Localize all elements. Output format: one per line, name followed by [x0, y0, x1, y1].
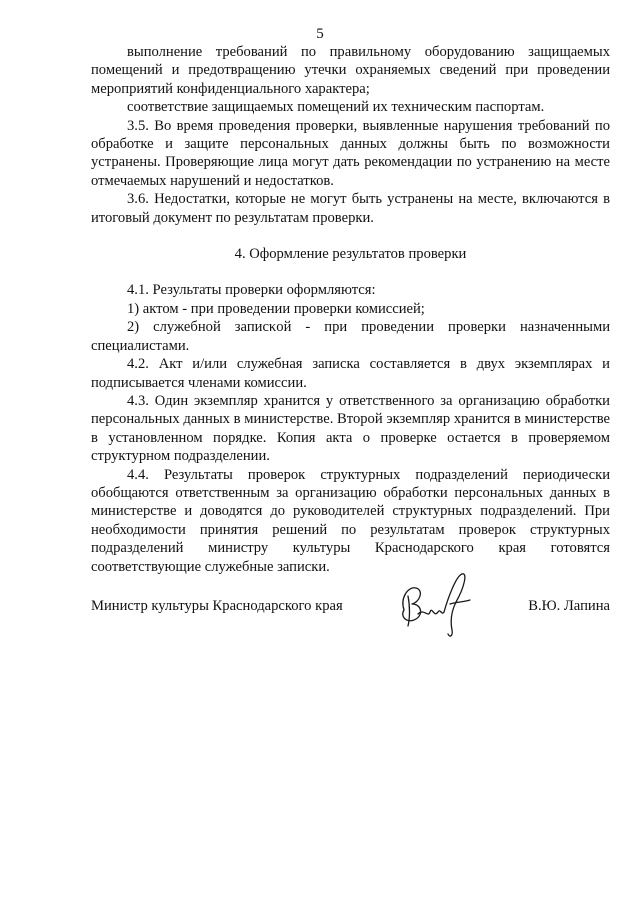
section-heading: 4. Оформление результатов проверки [234, 246, 467, 263]
paragraph: соответствие защищаемых помещений их техническим паспортам. [127, 99, 545, 116]
list-item: 1) актом - при проведении проверки комиссией; [127, 300, 425, 317]
handwritten-signature [394, 568, 476, 640]
list-item: 2) служебной записκой - при проведении проверки назначенными специалистами. [91, 319, 610, 354]
paragraph: 3.6. Недостатки, которые не могут быть устранены на месте, включаются в итоговый документ по результатам проверки. [91, 191, 610, 226]
paragraph: 3.5. Во время проведения проверки, выявленные нарушения требований по обработке и защите персональных данных должны быть по возможности устранены. Проверяющие лица могут дать рекомендации по устранению на месте отмечаемых нарушений и недостатков. [91, 117, 610, 189]
page-number: 5 [316, 26, 324, 42]
paragraph: выполнение требований по правильному оборудованию защищаемых помещений и предотвращению утечки охраняемых сведений при проведении мероприятий конфиденциального характера; [91, 44, 610, 97]
paragraph: 4.3. Один экземпляр хранится у ответственного за организацию обработки персональных данных в министерстве. Второй экземпляр хранится в министерстве в установленном порядке. Копия акта о проверке остается в проверяемом структурном подразделении. [91, 392, 610, 465]
signature-block [91, 594, 610, 624]
signer-name: В.Ю. Лапина [528, 598, 610, 614]
signer-position: Министр культуры Краснодарского края [91, 598, 343, 614]
paragraph: 4.4. Результаты проверок структурных подразделений периодически обобщаются ответственным за организацию обработки персональных данных в министерстве и доводятся до руководителей структурных подразделений. При необходимости принятия решений по результатам проверок структурных подразделений министру культуры Краснодарского края готовятся соответствующие служебные записки. [91, 466, 610, 575]
document-body [91, 43, 610, 576]
paragraph: 4.1. Результаты проверки оформляются: [127, 282, 376, 299]
paragraph: 4.2. Акт и/или служебная записка составляется в двух экземплярах и подписывается членами комиссии. [91, 356, 610, 391]
